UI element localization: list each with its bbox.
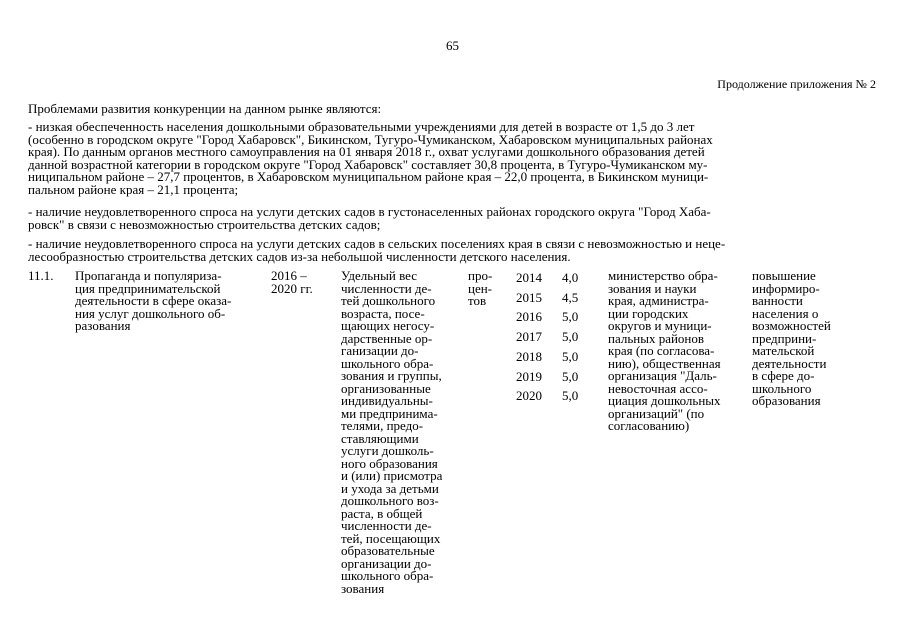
text-line: ниципальном районе – 27,7 процентов, в Хабаровском муниципальном районе края – 22,0 процента, в Бикинском муници- — [28, 169, 709, 184]
text-line: цен- — [468, 280, 493, 296]
text-line: края). По данным органов местного самоуправления на 01 января 2018 г., охват услугами дошкольного образования детей — [28, 144, 705, 159]
text-line: организаций" (по — [608, 405, 705, 421]
indicator-year: 2020 — [516, 388, 542, 404]
text-line: численности де- — [341, 518, 432, 533]
text-line: нию), общественная — [608, 355, 721, 371]
text-line: организация "Даль- — [608, 368, 717, 383]
appendix-continuation-label: Продолжение приложения № 2 — [717, 77, 876, 91]
indicator-year: 2019 — [516, 368, 542, 384]
text-line: зования и науки — [608, 280, 697, 296]
indicator-value: 4,0 — [562, 270, 579, 285]
text-line: индивидуальны- — [341, 393, 433, 408]
text-line: деятельности в сфере оказа- — [75, 293, 232, 308]
text-line: школьного — [752, 380, 812, 396]
problems-intro: Проблемами развития конкуренции на данном рынке являются: — [28, 101, 382, 116]
problem-paragraph-dense-districts — [28, 206, 711, 231]
text-line: школьного обра- — [341, 568, 434, 583]
text-line: министерство обра- — [608, 268, 718, 283]
text-line: и (или) присмотра — [341, 468, 443, 483]
text-line: ции городских — [608, 305, 689, 321]
text-line: - низкая обеспеченность населения дошкольными образовательными учреждениями для детей в возрасте от 1,5 до 3 лет — [28, 119, 695, 134]
text-line: дарственные ор- — [341, 330, 433, 346]
text-line: невосточная ассо- — [608, 380, 708, 396]
text-line: (особенно в городском округе "Город Хабаровск", Бикинском, Тугуро-Чумиканском, Хабаровском муниципальных районах — [28, 131, 713, 147]
text-line: тей, посещающих — [341, 530, 441, 546]
text-line: ми предпринима- — [341, 405, 438, 421]
indicator-value: 5,0 — [562, 368, 579, 384]
text-line: школьного обра- — [341, 355, 434, 371]
text-line: численности де- — [341, 280, 432, 296]
indicator-value: 5,0 — [562, 329, 579, 345]
indicator-year: 2017 — [516, 329, 542, 345]
text-line: организации до- — [341, 555, 432, 571]
problem-paragraph-rural-areas — [28, 238, 725, 263]
indicator-year: 2018 — [516, 348, 542, 364]
text-line: услуги дошколь- — [341, 443, 434, 458]
text-line: лесообразностью строительства детских садов из-за небольшой численности детского населения. — [28, 248, 571, 264]
text-line: информиро- — [752, 280, 820, 296]
text-line: ганизации до- — [341, 343, 419, 358]
text-line: в сфере до- — [752, 368, 815, 383]
text-line: возможностей — [752, 318, 831, 333]
text-line: организованные — [341, 380, 431, 396]
text-line: Удельный вес — [341, 268, 418, 283]
measure-name — [75, 270, 231, 333]
indicator-year: 2016 — [516, 309, 542, 325]
text-line: мательской — [752, 343, 815, 358]
text-line: зования и группы, — [341, 368, 442, 383]
text-line: пальных районов — [608, 330, 705, 346]
indicator-value: 5,0 — [562, 309, 579, 325]
indicator-value: 4,5 — [562, 289, 579, 305]
page-number: 65 — [446, 38, 459, 53]
text-line: ния услуг дошкольного об- — [75, 305, 226, 321]
text-line: разования — [75, 318, 131, 333]
text-line: и ухода за детьми — [341, 480, 439, 496]
text-line: щающих негосу- — [341, 318, 435, 333]
text-line: тей дошкольного — [341, 293, 436, 308]
text-line: предприни- — [752, 330, 817, 346]
text-line: возраста, посе- — [341, 305, 425, 321]
responsible-executors — [608, 270, 721, 433]
text-line: 2020 гг. — [271, 280, 313, 296]
text-line: ция предпринимательской — [75, 280, 221, 296]
row-number: 11.1. — [28, 268, 54, 283]
text-line: про- — [468, 268, 493, 283]
text-line: ного образования — [341, 455, 438, 471]
text-line: округов и муници- — [608, 318, 712, 333]
text-line: Пропаганда и популяриза- — [75, 268, 222, 283]
text-line: края (по согласова- — [608, 343, 715, 358]
text-line: деятельности — [752, 355, 827, 371]
text-line: ровск" в связи с невозможностью строительства детских садов; — [28, 216, 381, 232]
text-line: 2016 – — [271, 268, 307, 283]
implementation-period — [271, 270, 313, 295]
text-line: тов — [468, 293, 487, 308]
unit-of-measure — [468, 270, 492, 308]
text-line: раста, в общей — [341, 505, 423, 521]
text-line: согласованию) — [608, 418, 690, 433]
text-line: ставляющими — [341, 430, 419, 446]
indicator-value: 5,0 — [562, 388, 579, 404]
indicator-year: 2014 — [516, 270, 542, 285]
text-line: зования — [341, 580, 385, 596]
text-line: циация дошкольных — [608, 393, 721, 408]
problem-paragraph-low-coverage — [28, 121, 713, 196]
indicator-description — [341, 270, 442, 595]
text-line: повышение — [752, 268, 816, 283]
indicator-value: 5,0 — [562, 348, 579, 364]
text-line: образования — [752, 393, 821, 408]
text-line: - наличие неудовлетворенного спроса на услуги детских садов в сельских поселениях края в связи с невозможностью и неце- — [28, 236, 726, 251]
text-line: телями, предо- — [341, 418, 424, 433]
text-line: дошкольного воз- — [341, 493, 439, 508]
text-line: ванности — [752, 293, 803, 308]
text-line: пальном районе края – 21,1 процента; — [28, 181, 239, 197]
text-line: населения о — [752, 305, 819, 321]
indicator-year: 2015 — [516, 289, 542, 305]
text-line: данной возрастной категории в городском округе "Город Хабаровск" составляет 30,8 процента, в Тугуро-Чумиканском му- — [28, 156, 708, 172]
expected-result — [752, 270, 831, 408]
text-line: края, администра- — [608, 293, 709, 308]
text-line: образовательные — [341, 543, 435, 558]
text-line: - наличие неудовлетворенного спроса на услуги детских садов в густонаселенных районах городского округа "Город Хаба- — [28, 204, 711, 219]
